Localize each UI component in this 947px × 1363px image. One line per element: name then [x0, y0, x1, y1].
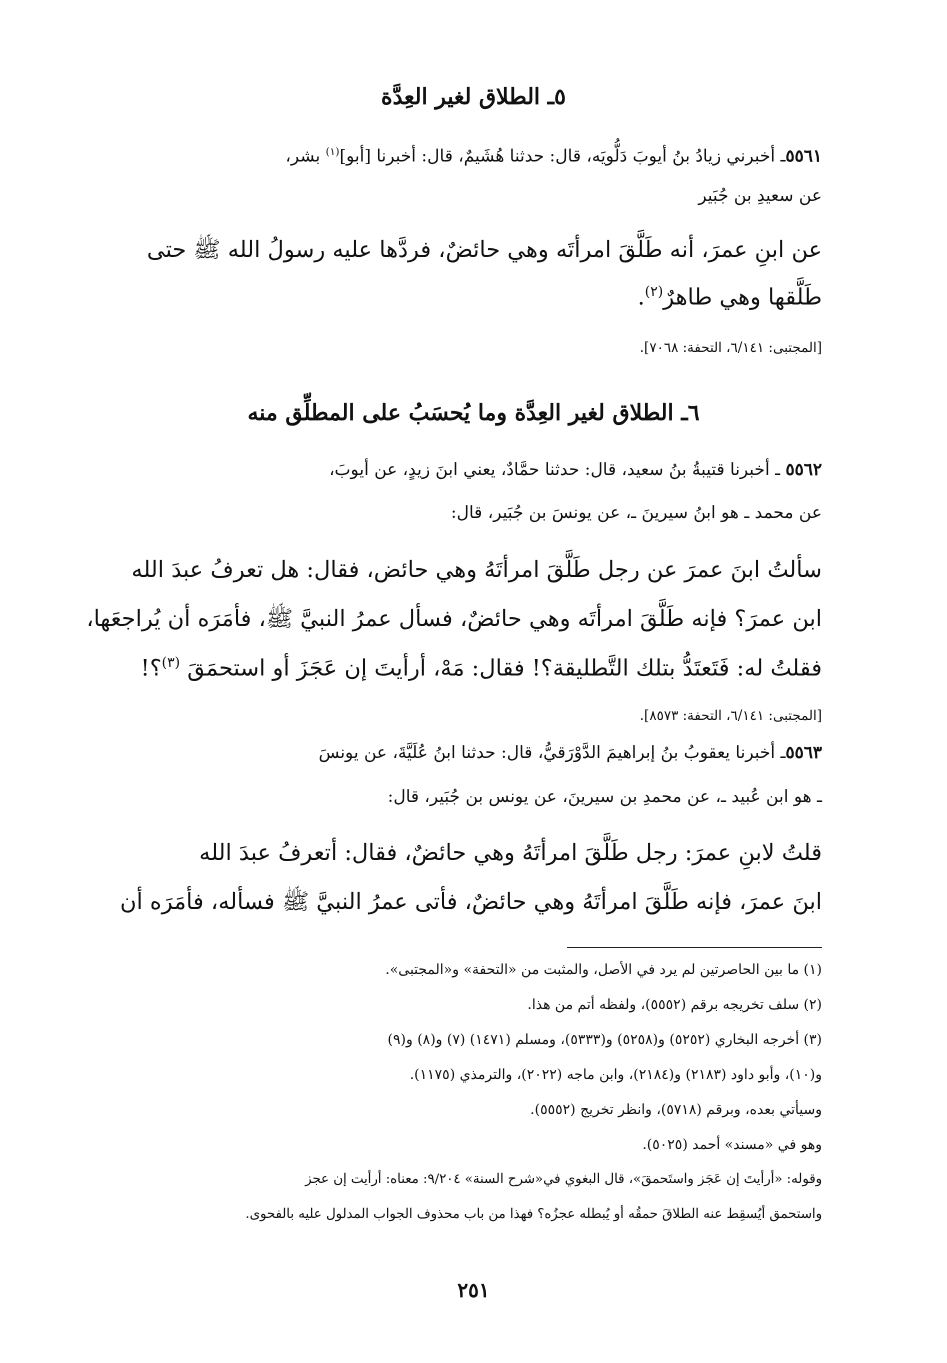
- isnad-text: ـ أخبرني زيادُ بنُ أيوبَ دَلُّويَه، قال: حدثنا هُشَيمٌ، قال: أخبرنا [أبو]: [339, 146, 786, 167]
- page-number: ٢٥١: [457, 1278, 490, 1302]
- footnote-3-line-2: و(١٠)، وأبو داود (٢١٨٣) و(٢١٨٤)، وابن ماجه (٢٠٢٢)، والترمذي (١١٧٥).: [409, 1067, 822, 1083]
- hadith-5563-isnad-line-1: [319, 743, 822, 763]
- hadith-5562-isnad-line-1: [329, 460, 822, 480]
- section-heading-5: ٥ـ الطلاق لغير العِدَّة: [381, 84, 566, 110]
- footnote-2: (٢) سلف تخريجه برقم (٥٥٥٢)، ولفظه أتم من هذا.: [527, 997, 822, 1013]
- reference-5561: [المجتبى: ٦/١٤١، التحفة: ٧٠٦٨].: [639, 340, 822, 356]
- hadith-5563-isnad-line-2: ـ هو ابن عُبيد ـ، عن محمدِ بن سيرينَ، عن يونس بن جُبَير، قال:: [387, 787, 822, 807]
- isnad-text: ـ أخبرنا يعقوبُ بنُ إبراهيمَ الدَّوْرَقيُّ، قال: حدثنا ابنُ عُلَيَّةَ، عن يونسَ: [318, 743, 786, 763]
- hadith-5563-matn-line-1: قلتُ لابنِ عمرَ: رجل طَلَّقَ امرأتَهُ وهي حائضٌ، فقال: أتعرفُ عبدَ الله: [199, 840, 822, 866]
- matn-text-tail: .: [637, 284, 645, 311]
- footnote-marker-2: (٢): [644, 284, 664, 300]
- footnote-3-line-4: وهو في «مسند» أحمد (٥٠٢٥).: [642, 1137, 822, 1153]
- matn-text: طَلَّقها وهي طاهرٌ: [663, 284, 822, 311]
- hadith-5562-matn-line-2: ابن عمرَ؟ فإنه طَلَّقَ امرأتَه وهي حائضٌ، فسأل عمرُ النبيَّ ﷺ، فأمَرَه أن يُراجعَها،: [86, 606, 822, 632]
- footnote-1: (١) ما بين الحاصرتين لم يرد في الأصل، والمثبت من «التحفة» و«المجتبى».: [385, 962, 822, 978]
- footnote-3-line-1: (٣) أخرجه البخاري (٥٢٥٢) و(٥٢٥٨) و(٥٣٣٣)، ومسلم (١٤٧١) (٧) و(٨) و(٩): [387, 1032, 822, 1048]
- matn-text-tail: ؟!: [140, 655, 162, 682]
- hadith-5562-matn-line-3: [141, 655, 822, 682]
- hadith-5563-matn-line-2: ابنَ عمرَ، فإنه طَلَّقَ امرأتَهُ وهي حائضٌ، فأتى عمرُ النبيَّ ﷺ فسأله، فأمَرَه أن: [119, 889, 822, 915]
- hadith-5561-matn-line-2: [638, 284, 822, 311]
- footnote-marker-1: (١): [325, 146, 340, 158]
- hadith-number: ٥٥٦١: [785, 146, 822, 167]
- footnote-marker-3: (٣): [161, 655, 181, 671]
- hadith-5561-isnad-line-2: عن سعيدِ بن جُبَير: [698, 186, 822, 206]
- matn-text: فقلتُ له: فَتَعتَدُّ بتلك التَّطليقة؟! فقال: مَهْ، أرأيتَ إن عَجَزَ أو استحمَقَ: [180, 655, 822, 682]
- hadith-5561-matn-line-1: عن ابنِ عمرَ، أنه طَلَّقَ امرأتَه وهي حائضٌ، فردَّها عليه رسولُ الله ﷺ حتى: [146, 237, 822, 263]
- hadith-5561-isnad-line-1: [285, 146, 822, 167]
- footnote-3-line-5: وقوله: «أرأيتَ إن عَجَز واستَحمقَ»، قال البغوي في«شرح السنة» ٩/٢٠٤: معناه: أرأيت إن عجز: [305, 1172, 822, 1187]
- footnote-3-line-3: وسيأتي بعده، وبرقم (٥٧١٨)، وانظر تخريج (٥٥٥٢).: [530, 1102, 822, 1118]
- reference-5562: [المجتبى: ٦/١٤١، التحفة: ٨٥٧٣].: [639, 708, 822, 724]
- hadith-5562-isnad-line-2: عن محمد ـ هو ابنُ سيرينَ ـ، عن يونسَ بن جُبَير، قال:: [450, 503, 822, 523]
- section-heading-6: ٦ـ الطلاق لغير العِدَّة وما يُحسَبُ على المطلِّق منه: [247, 400, 700, 426]
- isnad-text: ـ أخبرنا قتيبةُ بنُ سعيد، قال: حدثنا حمَّادٌ، يعني ابنَ زيدٍ، عن أيوبَ،: [329, 460, 786, 480]
- isnad-text-tail: بشر،: [285, 146, 326, 167]
- hadith-5562-matn-line-1: سألتُ ابنَ عمرَ عن رجل طَلَّقَ امرأتَهُ وهي حائض، فقال: هل تعرفُ عبدَ الله: [131, 557, 822, 583]
- footnote-separator: [567, 947, 822, 948]
- footnote-3-line-6: واستحمق أيُسقِط عنه الطلاقَ حمقُه أو يُبطله عجزُه؟ فهذا من باب محذوف الجواب المدلول عليه بالفحوى.: [245, 1207, 822, 1222]
- hadith-number: ٥٥٦٢: [785, 460, 822, 480]
- hadith-number: ٥٥٦٣: [785, 743, 822, 763]
